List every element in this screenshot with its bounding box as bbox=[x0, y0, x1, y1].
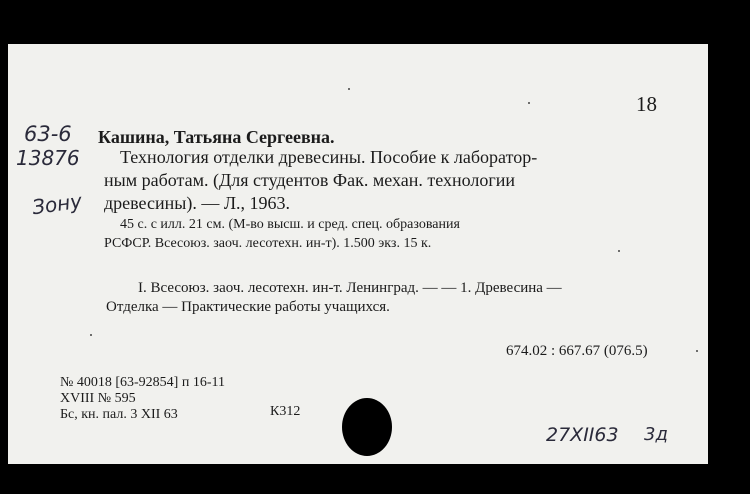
punch-hole bbox=[342, 398, 392, 456]
author-heading: Кашина, Татьяна Сергеевна. bbox=[98, 127, 335, 147]
speck bbox=[528, 102, 530, 104]
subject-line-2: Отделка — Практические работы учащихся. bbox=[106, 299, 390, 315]
speck bbox=[696, 350, 698, 352]
title-line-1: Технология отделки древесины. Пособие к лаборатор- bbox=[120, 147, 538, 167]
handwritten-call-number-top: 63-6 bbox=[24, 122, 72, 146]
record-line-3: Бс, кн. пал. 3 XII 63 bbox=[60, 407, 178, 422]
speck bbox=[618, 250, 620, 252]
record-line-2: XVIII № 595 bbox=[60, 391, 136, 406]
speck bbox=[90, 334, 92, 336]
record-code: К312 bbox=[270, 404, 301, 419]
handwritten-date: 27XII63 bbox=[546, 424, 619, 446]
title-line-4: 45 с. с илл. 21 см. (М-во высш. и сред. спец. образования bbox=[120, 217, 460, 232]
speck bbox=[348, 88, 350, 90]
record-line-1: № 40018 [63-92854] п 16-11 bbox=[60, 375, 225, 390]
handwritten-call-number-bottom: 13876 bbox=[16, 146, 80, 170]
title-line-2: ным работам. (Для студентов Фак. механ. технологии bbox=[104, 170, 516, 190]
classification: 674.02 : 667.67 (076.5) bbox=[506, 343, 648, 359]
subject-line-1: I. Всесоюз. заоч. лесотехн. ин-т. Ленинград. — — 1. Древесина — bbox=[138, 280, 562, 296]
handwritten-initials: 3д bbox=[644, 424, 668, 445]
page-number: 18 bbox=[636, 92, 657, 116]
catalog-card bbox=[8, 44, 708, 464]
handwritten-mark: Зону bbox=[30, 188, 84, 220]
title-line-5: РСФСР. Всесоюз. заоч. лесотехн. ин-т). 1.500 экз. 15 к. bbox=[104, 236, 432, 251]
title-line-3: древесины). — Л., 1963. bbox=[104, 193, 291, 213]
